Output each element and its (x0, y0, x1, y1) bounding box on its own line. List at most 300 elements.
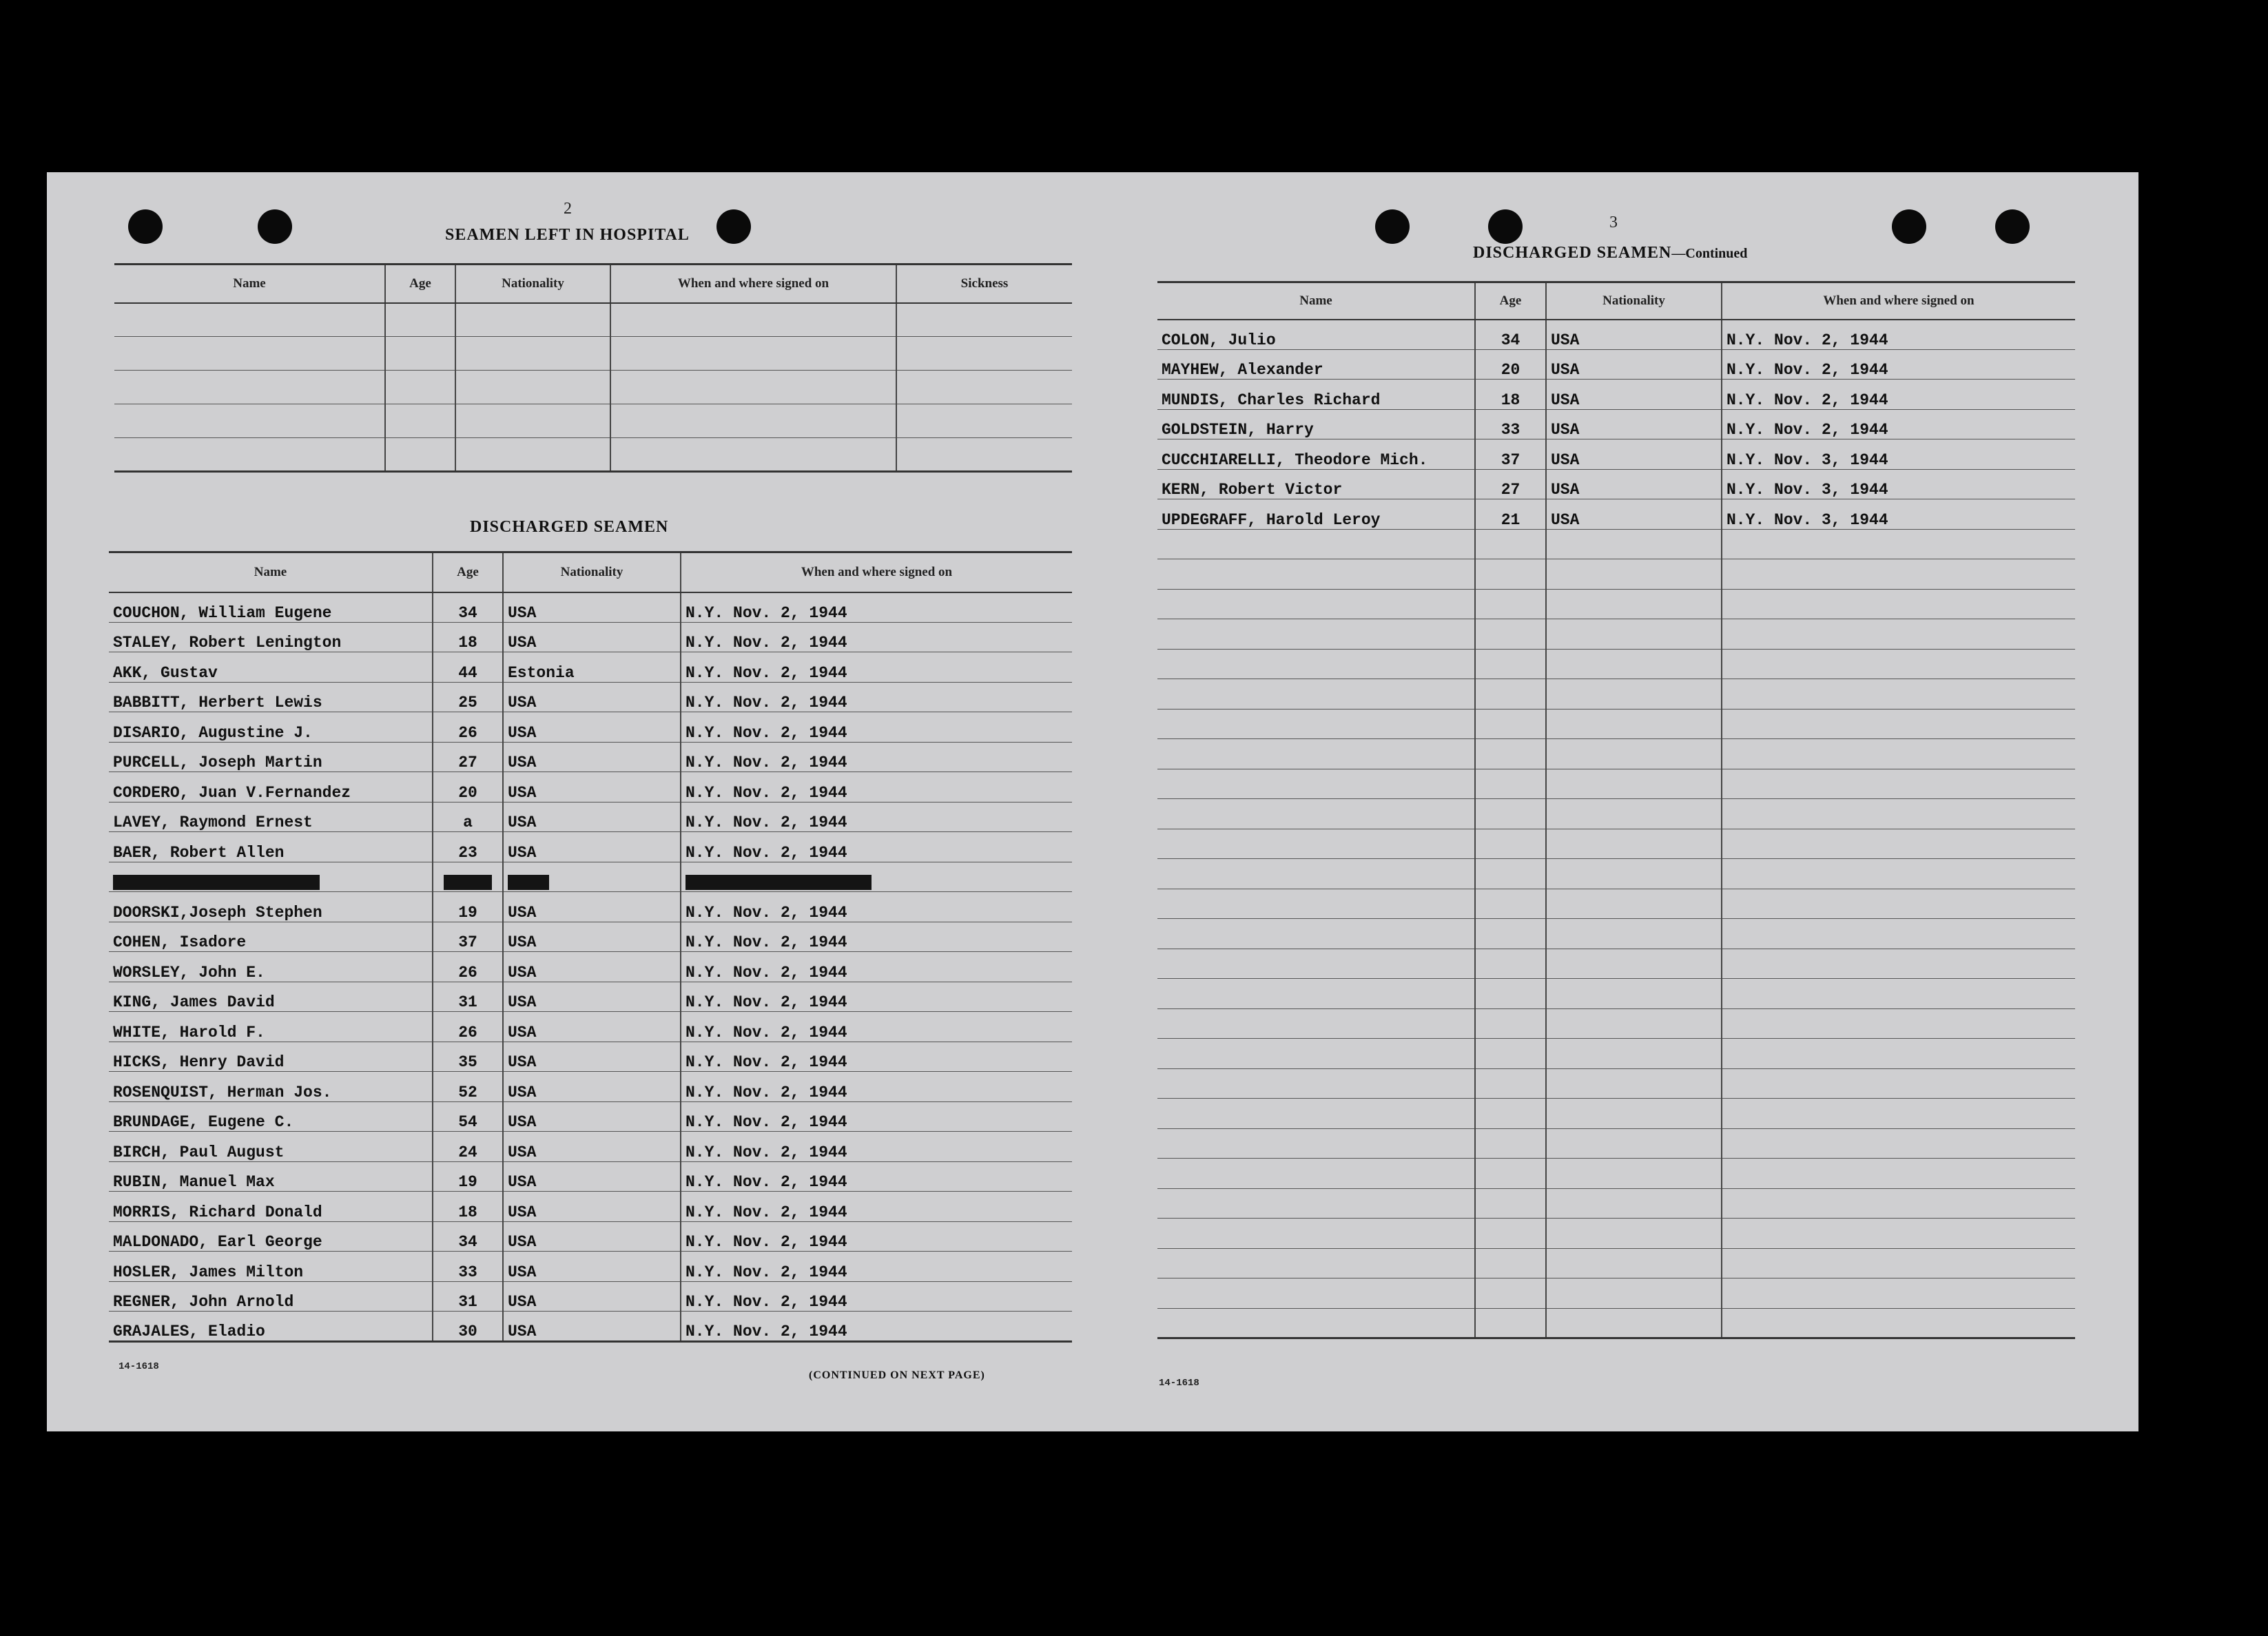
table-row (1157, 1308, 2075, 1338)
cell-age (1475, 1188, 1546, 1219)
cell-nationality: Estonia (503, 652, 681, 683)
cell-nationality: USA (503, 832, 681, 862)
column-header-age: Age (385, 265, 455, 303)
cell-age: 31 (433, 982, 503, 1012)
table-row (1157, 829, 2075, 859)
cell-signed-on (1722, 619, 2075, 650)
cell-signed-on (1722, 739, 2075, 769)
cell-nationality (1546, 679, 1722, 710)
cell-name (1157, 859, 1475, 889)
cell-signed-on: N.Y. Nov. 2, 1944 (681, 1042, 1072, 1072)
cell-age: 37 (1475, 439, 1546, 470)
cell-nationality: USA (503, 742, 681, 772)
table-row (1157, 439, 2075, 470)
table-row (114, 371, 1072, 404)
cell-age: 19 (433, 892, 503, 922)
redaction-mark (685, 875, 872, 890)
cell-age (1475, 1278, 1546, 1309)
page-title-suffix: —Continued (1671, 246, 1748, 261)
cell-signed-on (1722, 829, 2075, 859)
cell-age: 34 (433, 1221, 503, 1252)
discharged-section-title: DISCHARGED SEAMEN (470, 518, 669, 536)
cell-signed-on: N.Y. Nov. 2, 1944 (681, 1012, 1072, 1042)
cell-signed-on: N.Y. Nov. 2, 1944 (681, 742, 1072, 772)
cell-name: GRAJALES, Eladio (109, 1312, 433, 1342)
cell-name: UPDEGRAFF, Harold Leroy (1157, 499, 1475, 530)
cell-nationality (1546, 529, 1722, 559)
cell-name (1157, 1039, 1475, 1069)
cell-name (1157, 739, 1475, 769)
cell-age (433, 862, 503, 892)
redaction-mark (113, 875, 320, 890)
cell-name (1157, 1159, 1475, 1189)
cell-name: BAER, Robert Allen (109, 832, 433, 862)
cell-signed-on: N.Y. Nov. 2, 1944 (681, 892, 1072, 922)
cell-age (1475, 1128, 1546, 1159)
table-row (1157, 889, 2075, 919)
cell-name (1157, 1008, 1475, 1039)
table-row (109, 1252, 1072, 1282)
cell-age (1475, 1039, 1546, 1069)
cell-signed-on (1722, 679, 2075, 710)
cell-nationality: USA (503, 682, 681, 712)
cell-signed-on: N.Y. Nov. 2, 1944 (681, 832, 1072, 862)
cell-age: 25 (433, 682, 503, 712)
table-row (1157, 1188, 2075, 1219)
cell-name: ROSENQUIST, Herman Jos. (109, 1072, 433, 1102)
cell-signed-on (1722, 1308, 2075, 1338)
cell-nationality (1546, 799, 1722, 829)
cell-name: LAVEY, Raymond Ernest (109, 802, 433, 832)
table-row (1157, 349, 2075, 380)
cell-age: 20 (433, 772, 503, 803)
table-row (109, 952, 1072, 982)
cell-name: MAYHEW, Alexander (1157, 349, 1475, 380)
hospital-table (114, 263, 1072, 473)
table-row (109, 1161, 1072, 1192)
cell-nationality (1546, 829, 1722, 859)
cell-name: MALDONADO, Earl George (109, 1221, 433, 1252)
cell-nationality: USA (503, 982, 681, 1012)
cell-nationality (1546, 649, 1722, 679)
table-row (1157, 1278, 2075, 1309)
cell-age (1475, 739, 1546, 769)
punch-hole-icon (1995, 209, 2030, 244)
table-row (1157, 949, 2075, 979)
table-row (1157, 739, 2075, 769)
cell-nationality (1546, 1219, 1722, 1249)
table-row (1157, 799, 2075, 829)
cell-nationality (503, 862, 681, 892)
discharged-table (109, 551, 1072, 1343)
cell-signed-on: N.Y. Nov. 2, 1944 (681, 1072, 1072, 1102)
cell-signed-on: N.Y. Nov. 3, 1944 (1722, 439, 2075, 470)
cell-age (1475, 649, 1546, 679)
cell-nationality (1546, 949, 1722, 979)
cell-nationality: USA (503, 892, 681, 922)
column-header-name: Name (114, 265, 385, 303)
cell-name: COHEN, Isadore (109, 922, 433, 952)
cell-name: CUCCHIARELLI, Theodore Mich. (1157, 439, 1475, 470)
discharged-continued-table (1157, 281, 2075, 1339)
table-row (109, 592, 1072, 623)
cell-age (1475, 709, 1546, 739)
cell-nationality: USA (503, 1012, 681, 1042)
cell-name: BIRCH, Paul August (109, 1132, 433, 1162)
cell-name: WORSLEY, John E. (109, 952, 433, 982)
table-row (109, 922, 1072, 952)
cell-signed-on: N.Y. Nov. 3, 1944 (1722, 499, 2075, 530)
cell-name (1157, 1219, 1475, 1249)
cell-signed-on (1722, 799, 2075, 829)
table-row (1157, 1159, 2075, 1189)
table-row (1157, 529, 2075, 559)
cell-name (1157, 949, 1475, 979)
cell-signed-on: N.Y. Nov. 3, 1944 (1722, 469, 2075, 499)
column-header-nationality: Nationality (455, 265, 610, 303)
cell-nationality (1546, 889, 1722, 919)
cell-age (1475, 1099, 1546, 1129)
table-row (1157, 1039, 2075, 1069)
cell-name: BRUNDAGE, Eugene C. (109, 1101, 433, 1132)
cell-nationality: USA (503, 1312, 681, 1342)
table-row (109, 1101, 1072, 1132)
punch-hole-icon (1488, 209, 1523, 244)
form-number: 14-1618 (1159, 1378, 1199, 1389)
cell-nationality (1546, 739, 1722, 769)
cell-signed-on (1722, 529, 2075, 559)
redaction-mark (508, 875, 549, 890)
cell-nationality: USA (1546, 380, 1722, 410)
cell-age: 35 (433, 1042, 503, 1072)
cell-age (1475, 1219, 1546, 1249)
cell-age: 26 (433, 712, 503, 743)
cell-nationality (1546, 859, 1722, 889)
table-row (1157, 1128, 2075, 1159)
table-row (1157, 409, 2075, 439)
cell-signed-on: N.Y. Nov. 2, 1944 (681, 802, 1072, 832)
cell-signed-on (681, 862, 1072, 892)
table-row (109, 1132, 1072, 1162)
cell-signed-on (1722, 1159, 2075, 1189)
table-row (109, 1312, 1072, 1342)
left-page (47, 172, 1093, 1431)
cell-signed-on: N.Y. Nov. 2, 1944 (681, 1161, 1072, 1192)
cell-signed-on (1722, 859, 2075, 889)
cell-signed-on (1722, 769, 2075, 799)
table-row (109, 832, 1072, 862)
table-row (1157, 769, 2075, 799)
table-row (109, 892, 1072, 922)
cell-name (1157, 1308, 1475, 1338)
cell-nationality: USA (503, 1281, 681, 1312)
cell-age (1475, 859, 1546, 889)
cell-name: DISARIO, Augustine J. (109, 712, 433, 743)
cell-name (1157, 769, 1475, 799)
cell-age (1475, 619, 1546, 650)
cell-signed-on (1722, 1219, 2075, 1249)
cell-signed-on: N.Y. Nov. 2, 1944 (1722, 320, 2075, 350)
cell-name: PURCELL, Joseph Martin (109, 742, 433, 772)
column-header-age: Age (433, 552, 503, 592)
cell-name: WHITE, Harold F. (109, 1012, 433, 1042)
cell-name (1157, 1188, 1475, 1219)
cell-nationality (1546, 979, 1722, 1009)
page-number: 2 (564, 200, 572, 218)
cell-name (1157, 829, 1475, 859)
cell-age (1475, 769, 1546, 799)
cell-name: REGNER, John Arnold (109, 1281, 433, 1312)
cell-nationality (1546, 1128, 1722, 1159)
table-row (1157, 469, 2075, 499)
cell-nationality: USA (503, 1042, 681, 1072)
cell-name: MUNDIS, Charles Richard (1157, 380, 1475, 410)
cell-name: KERN, Robert Victor (1157, 469, 1475, 499)
cell-signed-on: N.Y. Nov. 2, 1944 (681, 622, 1072, 652)
cell-name (1157, 1099, 1475, 1129)
cell-age: 26 (433, 1012, 503, 1042)
cell-age (1475, 679, 1546, 710)
table-row (1157, 979, 2075, 1009)
cell-age (1475, 529, 1546, 559)
cell-age: 37 (433, 922, 503, 952)
cell-age (1475, 949, 1546, 979)
cell-nationality: USA (503, 1132, 681, 1162)
table-row (109, 1072, 1072, 1102)
cell-name: HOSLER, James Milton (109, 1252, 433, 1282)
cell-name: CORDERO, Juan V.Fernandez (109, 772, 433, 803)
table-row (109, 1281, 1072, 1312)
cell-name (1157, 649, 1475, 679)
cell-name (1157, 919, 1475, 949)
table-row (1157, 320, 2075, 350)
cell-age: 27 (433, 742, 503, 772)
column-header-signed-on: When and where signed on (681, 552, 1072, 592)
cell-name (1157, 889, 1475, 919)
cell-signed-on (1722, 1128, 2075, 1159)
cell-nationality: USA (503, 1101, 681, 1132)
cell-age: 33 (1475, 409, 1546, 439)
table-row (109, 802, 1072, 832)
right-page (1093, 172, 2138, 1431)
table-row (109, 1042, 1072, 1072)
cell-name (1157, 979, 1475, 1009)
cell-nationality (1546, 1008, 1722, 1039)
cell-nationality (1546, 1308, 1722, 1338)
cell-signed-on: N.Y. Nov. 2, 1944 (681, 952, 1072, 982)
continued-note: (CONTINUED ON NEXT PAGE) (809, 1369, 985, 1381)
page-number: 3 (1609, 214, 1618, 231)
table-row (1157, 499, 2075, 530)
cell-name (1157, 709, 1475, 739)
table-row (109, 772, 1072, 803)
cell-age: 34 (433, 592, 503, 623)
table-row (109, 982, 1072, 1012)
cell-signed-on: N.Y. Nov. 2, 1944 (681, 652, 1072, 683)
cell-age: 21 (1475, 499, 1546, 530)
cell-nationality: USA (1546, 409, 1722, 439)
cell-signed-on (1722, 949, 2075, 979)
cell-name: KING, James David (109, 982, 433, 1012)
cell-nationality: USA (1546, 469, 1722, 499)
table-row (109, 862, 1072, 892)
table-row (1157, 649, 2075, 679)
cell-age: 23 (433, 832, 503, 862)
cell-signed-on: N.Y. Nov. 2, 1944 (1722, 349, 2075, 380)
table-row (109, 622, 1072, 652)
column-header-nationality: Nationality (503, 552, 681, 592)
manifest-spread (47, 172, 2138, 1431)
cell-age (1475, 799, 1546, 829)
table-row (1157, 1008, 2075, 1039)
table-row (1157, 619, 2075, 650)
punch-hole-icon (128, 209, 163, 244)
cell-age: a (433, 802, 503, 832)
cell-signed-on: N.Y. Nov. 2, 1944 (681, 1221, 1072, 1252)
cell-nationality (1546, 559, 1722, 590)
cell-age (1475, 559, 1546, 590)
table-row (1157, 859, 2075, 889)
cell-age (1475, 1159, 1546, 1189)
cell-age (1475, 829, 1546, 859)
cell-age: 54 (433, 1101, 503, 1132)
cell-name (1157, 799, 1475, 829)
cell-name: GOLDSTEIN, Harry (1157, 409, 1475, 439)
column-header-signed-on: When and where signed on (1722, 282, 2075, 320)
cell-nationality (1546, 769, 1722, 799)
cell-nationality (1546, 919, 1722, 949)
cell-nationality (1546, 619, 1722, 650)
cell-age: 26 (433, 952, 503, 982)
cell-name: RUBIN, Manuel Max (109, 1161, 433, 1192)
table-row (1157, 709, 2075, 739)
cell-age: 30 (433, 1312, 503, 1342)
cell-signed-on (1722, 709, 2075, 739)
cell-signed-on: N.Y. Nov. 2, 1944 (1722, 409, 2075, 439)
punch-hole-icon (258, 209, 292, 244)
column-header-name: Name (109, 552, 433, 592)
cell-age: 33 (433, 1252, 503, 1282)
table-row (114, 303, 1072, 337)
cell-nationality: USA (1546, 320, 1722, 350)
table-row (1157, 1099, 2075, 1129)
page-title (1473, 244, 1747, 262)
cell-name (1157, 1128, 1475, 1159)
cell-name (1157, 679, 1475, 710)
cell-nationality (1546, 1278, 1722, 1309)
cell-nationality: USA (1546, 439, 1722, 470)
cell-signed-on (1722, 559, 2075, 590)
cell-name (109, 862, 433, 892)
table-row (1157, 1219, 2075, 1249)
cell-signed-on (1722, 919, 2075, 949)
cell-signed-on (1722, 889, 2075, 919)
hospital-section-title: SEAMEN LEFT IN HOSPITAL (445, 226, 690, 244)
cell-age: 44 (433, 652, 503, 683)
cell-nationality: USA (503, 1192, 681, 1222)
table-row (1157, 919, 2075, 949)
form-number: 14-1618 (118, 1361, 159, 1372)
cell-signed-on (1722, 589, 2075, 619)
cell-name: BABBITT, Herbert Lewis (109, 682, 433, 712)
cell-nationality (1546, 1159, 1722, 1189)
cell-age (1475, 919, 1546, 949)
cell-age: 20 (1475, 349, 1546, 380)
cell-signed-on: N.Y. Nov. 2, 1944 (681, 712, 1072, 743)
table-row (1157, 559, 2075, 590)
punch-hole-icon (1892, 209, 1926, 244)
cell-name: AKK, Gustav (109, 652, 433, 683)
column-header-name: Name (1157, 282, 1475, 320)
cell-name (1157, 1068, 1475, 1099)
cell-nationality: USA (503, 802, 681, 832)
cell-signed-on: N.Y. Nov. 2, 1944 (681, 922, 1072, 952)
cell-name: DOORSKI,Joseph Stephen (109, 892, 433, 922)
table-row (1157, 589, 2075, 619)
cell-signed-on: N.Y. Nov. 2, 1944 (681, 1252, 1072, 1282)
cell-signed-on (1722, 1278, 2075, 1309)
cell-age: 18 (1475, 380, 1546, 410)
punch-hole-icon (717, 209, 751, 244)
cell-nationality: USA (503, 712, 681, 743)
cell-name: STALEY, Robert Lenington (109, 622, 433, 652)
cell-name: COUCHON, William Eugene (109, 592, 433, 623)
table-row (114, 438, 1072, 472)
column-header-age: Age (1475, 282, 1546, 320)
table-row (109, 1221, 1072, 1252)
cell-nationality: USA (1546, 499, 1722, 530)
cell-age: 34 (1475, 320, 1546, 350)
table-row (1157, 1248, 2075, 1278)
cell-age: 31 (433, 1281, 503, 1312)
cell-age (1475, 979, 1546, 1009)
cell-nationality: USA (503, 622, 681, 652)
page-title-main: DISCHARGED SEAMEN (1473, 244, 1672, 262)
cell-nationality (1546, 1248, 1722, 1278)
cell-signed-on: N.Y. Nov. 2, 1944 (681, 1101, 1072, 1132)
cell-age: 18 (433, 622, 503, 652)
table-row (109, 1012, 1072, 1042)
cell-nationality: USA (503, 1161, 681, 1192)
cell-name (1157, 1248, 1475, 1278)
cell-name: MORRIS, Richard Donald (109, 1192, 433, 1222)
cell-signed-on (1722, 1008, 2075, 1039)
cell-nationality (1546, 1068, 1722, 1099)
cell-nationality (1546, 589, 1722, 619)
cell-nationality: USA (503, 1221, 681, 1252)
cell-signed-on (1722, 1188, 2075, 1219)
table-row (1157, 1068, 2075, 1099)
cell-signed-on: N.Y. Nov. 2, 1944 (681, 1312, 1072, 1342)
cell-signed-on: N.Y. Nov. 2, 1944 (681, 592, 1072, 623)
cell-age (1475, 589, 1546, 619)
cell-age (1475, 889, 1546, 919)
table-row (109, 1192, 1072, 1222)
cell-nationality: USA (503, 772, 681, 803)
cell-nationality: USA (503, 592, 681, 623)
cell-nationality (1546, 1188, 1722, 1219)
column-header-sickness: Sickness (896, 265, 1072, 303)
cell-nationality (1546, 709, 1722, 739)
table-row (114, 404, 1072, 438)
cell-nationality (1546, 1099, 1722, 1129)
table-row (109, 712, 1072, 743)
cell-age (1475, 1308, 1546, 1338)
table-row (109, 742, 1072, 772)
cell-nationality (1546, 1039, 1722, 1069)
punch-hole-icon (1375, 209, 1410, 244)
cell-name (1157, 589, 1475, 619)
